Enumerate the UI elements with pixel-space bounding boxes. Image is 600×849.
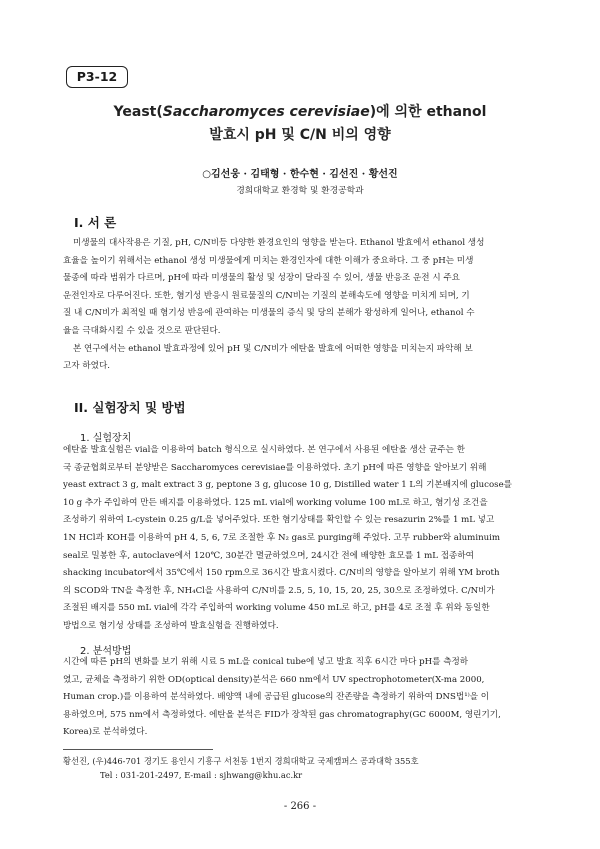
intro-line: 물종에 따라 범위가 다르며, pH에 따라 미생물의 활성 및 성장이 달라질 수 있어, 생물 반응조 운전 시 주요 [63,273,460,284]
analysis-line: 시간에 따른 pH의 변화를 보기 위해 시료 5 mL을 conical tube에 넣고 발효 직후 6시간 마다 pH를 측정하 [63,657,469,667]
section-heading-introduction: I. 서 론 [74,215,117,230]
analysis-line: 였고, 균체을 측정하기 위한 OD(optical density)분석은 660 nm에서 UV spectrophotometer(X-ma 2000, [63,674,485,685]
intro-line: 본 연구에서는 ethanol 발효과정에 있어 pH 및 C/N비가 에탄올 발효에 어떠한 영향을 미치는지 파악해 보 [73,343,473,354]
authors: ○김선웅 · 김태형 · 한수현 · 김선진 · 황선진 [202,169,398,180]
intro-line: 효율을 높이기 위해서는 ethanol 생성 미생물에게 미치는 환경인자에 대한 이해가 중요하다. 그 중 pH는 미생 [63,255,474,266]
analysis-line: Human crop.)를 이용하여 분석하였다. 배양액 내에 공급된 glucose의 잔존량을 측정하기 위하여 DNS법¹⁾을 이 [63,692,490,703]
subsection-heading-analysis: 2. 분석방법 [80,646,132,657]
analysis-line: Korea)로 분석하였다. [63,727,148,738]
methods-line: 에탄올 발효실험은 vial을 이용하여 batch 형식으로 실시하였다. 본 연구에서 사용된 에탄올 생산 균주는 한 [63,445,465,455]
title-species: Saccharomyces cerevisiae [162,104,370,120]
intro-line: 운전인자로 다루어진다. 또한, 혐기성 반응시 원료물질의 C/N비는 기질의 분해속도에 영향을 미치게 되며, 기 [63,290,470,301]
intro-paragraph-2 [63,341,537,376]
session-badge: P3-12 [66,66,128,88]
title-prefix: Yeast( [113,104,163,120]
methods-line: 조절된 배지를 550 mL vial에 각각 주입하여 working volume 450 mL로 하고, pH를 4로 조절 후 위와 동일한 [63,603,490,614]
intro-line: 고자 하였다. [63,361,110,372]
analysis-line: 용하였으며, 575 nm에서 측정하였다. 에탄올 분석은 FID가 장착된 gas chromatography(GC 6000M, 영린기기, [63,709,501,720]
methods-line: yeast extract 3 g, malt extract 3 g, peptone 3 g, glucose 10 g, Distilled water 1 L의 기본배지에 glucose를 [63,480,512,491]
intro-paragraph-1 [63,235,537,341]
methods-line: shacking incubator에서 35℃에서 150 rpm으로 36시간 발효시켰다. C/N비의 영향을 알아보기 위해 YM broth [63,568,500,579]
methods-line: 조성하기 위하여 L-cystein 0.25 g/L을 넣어주었다. 또한 혐기상태를 확인할 수 있는 resazurin 2%를 1 mL 넣고 [63,515,495,526]
paper-title-line2: 발효시 pH 및 C/N 비의 영향 [209,127,391,143]
methods-line: seal로 밀봉한 후, autoclave에서 120℃, 30분간 멸균하였으며, 24시간 전에 배양한 효모를 1 mL 접종하여 [63,550,474,561]
footnote-contact: Tel : 031-201-2497, E-mail : sjhwang@khu.ac.kr [100,770,303,780]
methods-line: 방법으로 혐기성 상태를 조성하여 발효실험을 진행하였다. [63,620,279,631]
affiliation: 경희대학교 환경학 및 환경공학과 [236,186,364,196]
footnote-address: 황선진, (우)446-701 경기도 용인시 기흥구 서천동 1번지 경희대학교 국제캠퍼스 공과대학 355호 [63,756,419,766]
footnote-divider [63,749,213,750]
paper-title-line1 [0,101,600,121]
title-suffix: )에 의한 ethanol [369,104,487,120]
page-number: - 266 - [283,801,317,812]
methods-line: 10 g 추가 주입하여 만든 배지를 이용하였다. 125 mL vial에 working volume 100 mL로 하고, 혐기성 조건을 [63,497,488,508]
methods-line: 1N HCl과 KOH를 이용하여 pH 4, 5, 6, 7로 조절한 후 N₂ gas로 purging해 주었다. 고무 rubber와 aluminuim [63,532,501,543]
methods-line: 의 SCOD와 TN을 측정한 후, NH₄Cl을 사용하여 C/N비를 2.5, 5, 10, 15, 20, 25, 30으로 조정하였다. C/N비가 [63,585,495,596]
methods-paragraph-analysis [63,654,537,742]
methods-line: 국 종균협회로부터 분양받은 Saccharomyces cerevisiae를 이용하였다. 초기 pH에 따른 영향을 알아보기 위해 [63,462,487,473]
section-heading-methods: II. 실험장치 및 방법 [74,400,186,415]
intro-line: 질 내 C/N비가 최적일 때 혐기성 반응에 관여하는 미생물의 증식 및 당의 분해가 왕성하게 일어나, ethanol 수 [63,308,475,319]
methods-paragraph-apparatus [63,442,537,636]
intro-line: 율을 극대화시킬 수 있을 것으로 판단된다. [63,325,221,336]
subsection-heading-apparatus: 1. 실험장치 [80,433,132,444]
intro-line: 미생물의 대사작용은 기질, pH, C/N비등 다양한 환경요인의 영향을 받는다. Ethanol 발효에서 ethanol 생성 [73,238,485,248]
